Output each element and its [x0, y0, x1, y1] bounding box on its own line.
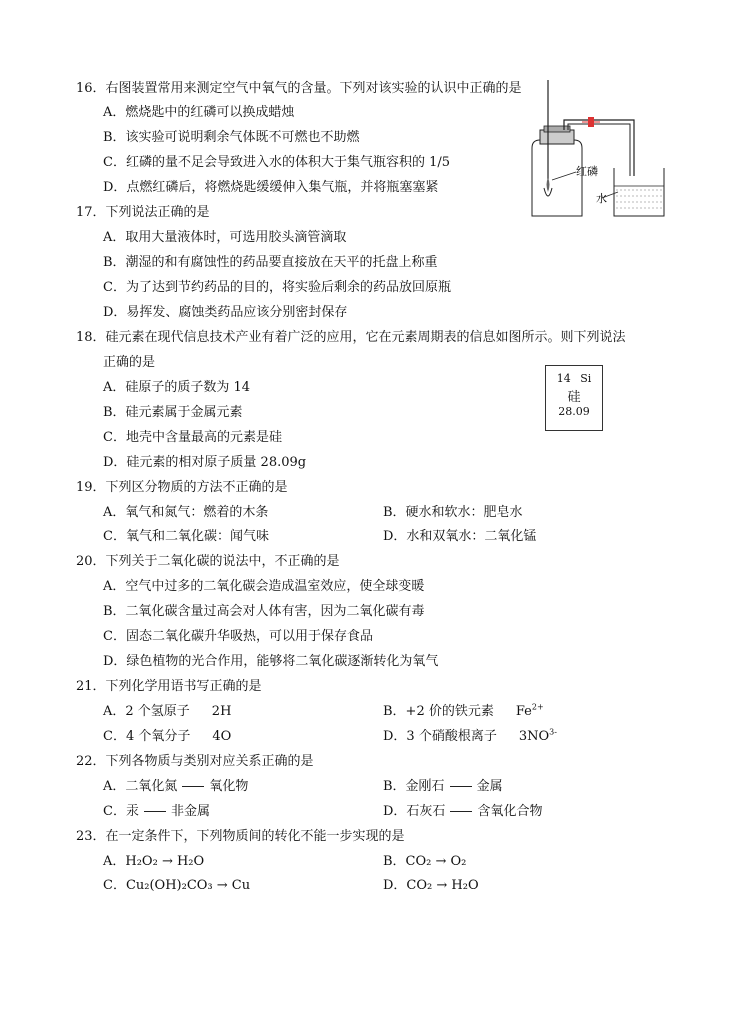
q23-option-a[interactable]: A．H₂O₂ → H₂O	[103, 854, 205, 869]
q21-a-formula: 2H	[211, 704, 232, 719]
q21-option-c[interactable]	[103, 728, 231, 746]
q18-option-a[interactable]: A．硅原子的质子数为 14	[103, 380, 251, 395]
q17-option-b[interactable]: B．潮湿的和有腐蚀性的药品要直接放在天平的托盘上称重	[103, 255, 438, 270]
q20-option-d[interactable]: D．绿色植物的光合作用，能够将二氧化碳逐渐转化为氧气	[103, 654, 439, 669]
label-water: 水	[596, 192, 607, 205]
q21-b-formula: $Fe^{2+}$	[515, 702, 544, 719]
q17-option-d[interactable]: D．易挥发、腐蚀类药品应该分别密封保存	[103, 305, 348, 320]
q17-option-c[interactable]: C．为了达到节约药品的目的，将实验后剩余的药品放回原瓶	[103, 280, 451, 295]
q21-b-text: B．+2 价的铁元素	[383, 704, 494, 719]
q18-stem-continued: 正确的是	[103, 355, 156, 370]
element-symbol: Si	[580, 372, 592, 385]
q21-option-b[interactable]	[383, 703, 544, 721]
q16-option-d[interactable]: D．点燃红磷后，将燃烧匙缓缓伸入集气瓶，并将瓶塞塞紧	[103, 180, 439, 195]
q22-option-b[interactable]: B．金刚石 金属	[383, 779, 503, 794]
atomic-mass: 28.09	[558, 405, 590, 418]
q23-option-d[interactable]: D．CO₂ → H₂O	[383, 878, 479, 893]
q23-option-c[interactable]: C．Cu₂(OH)₂CO₃ → Cu	[103, 878, 251, 893]
label-red-phosphorus: 红磷	[576, 165, 598, 178]
q18-option-c[interactable]: C．地壳中含量最高的元素是硅	[103, 430, 282, 445]
q20-option-a[interactable]: A．空气中过多的二氧化碳会造成温室效应，使全球变暖	[103, 579, 425, 594]
element-name: 硅	[567, 390, 581, 405]
q16-option-a[interactable]: A．燃烧匙中的红磷可以换成蜡烛	[103, 105, 295, 120]
q18-stem: 18．硅元素在现代信息技术产业有着广泛的应用，它在元素周期表的信息如图所示。则下列说法	[76, 330, 626, 345]
q21-c-formula: 4O	[212, 729, 232, 744]
q21-d-text: D．3 个硝酸根离子	[383, 729, 497, 744]
q16-option-b[interactable]: B．该实验可说明剩余气体既不可燃也不助燃	[103, 130, 360, 145]
atomic-number: 14	[556, 372, 571, 385]
q20-option-b[interactable]: B．二氧化碳含量过高会对人体有害，因为二氧化碳有毒	[103, 604, 425, 619]
q20-option-c[interactable]: C．固态二氧化碳升华吸热，可以用于保存食品	[103, 629, 373, 644]
oxygen-measurement-apparatus	[518, 80, 668, 220]
q16-stem: 16．右图装置常用来测定空气中氧气的含量。下列对该实验的认识中正确的是	[76, 81, 522, 96]
q23-stem: 23．在一定条件下，下列物质间的转化不能一步实现的是	[76, 829, 405, 844]
q22-option-a[interactable]: A．二氧化氮 氧化物	[103, 779, 249, 794]
silicon-element-card	[545, 365, 603, 431]
q22-stem: 22．下列各物质与类别对应关系正确的是	[76, 754, 314, 769]
q19-stem: 19．下列区分物质的方法不正确的是	[76, 480, 288, 495]
q21-d-formula: $3NO^{3-}$	[518, 727, 557, 744]
q21-a-text: A．2 个氢原子	[103, 704, 190, 719]
q20-stem: 20．下列关于二氧化碳的说法中，不正确的是	[76, 554, 340, 569]
q17-stem: 17．下列说法正确的是	[76, 205, 210, 220]
q22-option-c[interactable]: C．汞 非金属	[103, 804, 210, 819]
q21-c-text: C．4 个氧分子	[103, 729, 191, 744]
q18-option-b[interactable]: B．硅元素属于金属元素	[103, 405, 243, 420]
q16-option-c[interactable]: C．红磷的量不足会导致进入水的体积大于集气瓶容积的 1/5	[103, 155, 451, 170]
q23-option-b[interactable]: B．CO₂ → O₂	[383, 854, 467, 869]
q21-option-d[interactable]	[383, 728, 557, 746]
q19-option-c[interactable]: C．氧气和二氧化碳：闻气味	[103, 529, 269, 544]
q19-option-a[interactable]: A．氧气和氮气：燃着的木条	[103, 505, 269, 520]
q21-stem: 21．下列化学用语书写正确的是	[76, 679, 262, 694]
q19-option-b[interactable]: B．硬水和软水：肥皂水	[383, 505, 523, 520]
q17-option-a[interactable]: A．取用大量液体时，可选用胶头滴管滴取	[103, 230, 347, 245]
q18-option-d[interactable]: D．硅元素的相对原子质量 28.09g	[103, 455, 307, 470]
q21-option-a[interactable]	[103, 703, 231, 721]
q19-option-d[interactable]: D．水和双氧水：二氧化锰	[383, 529, 537, 544]
q22-option-d[interactable]: D．石灰石 含氧化合物	[383, 804, 543, 819]
